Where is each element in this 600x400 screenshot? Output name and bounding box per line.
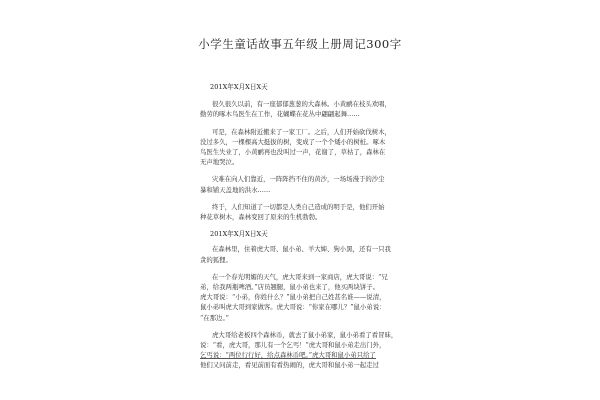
paragraph (200, 272, 390, 323)
paragraph (200, 174, 390, 194)
text-line: 无声地哭泣。 (200, 158, 239, 167)
document-title: 小学生童话故事五年级上册周记300字 (198, 37, 402, 51)
paragraph (200, 330, 398, 371)
text-line: 勤劳的啄木鸟医生在工作，花蝴蝶在花丛中翩翩起舞…… (200, 110, 360, 119)
entry-date: 201X年X月X日X天 (210, 83, 268, 91)
paragraph (200, 244, 390, 264)
text-line: 在一个春光明媚的天气，虎大哥来到一家商店，虎大哥说：“兄 (212, 272, 388, 281)
entry-date: 201X年X月X日X天 (210, 230, 268, 239)
paragraph (200, 127, 390, 168)
text-line: 贪的狐狸。 (200, 255, 232, 264)
text-line: 在森林里，住着虎大哥、鼠小弟、羊大婶、狗小黑，还有一只我 (212, 245, 391, 254)
text-line: “在那边。” (200, 313, 229, 322)
text-line: 说：“看，虎大哥，那儿有一个乞丐！”虎大哥和鼠小弟走出门外， (200, 341, 386, 350)
text-line: 虎大哥给老板四个森林币，就去了鼠小弟家，鼠小弟看了看冒昧， (212, 330, 398, 339)
text-line: 可是，在森林附近搬来了一家工厂。之后，人们开始砍伐树木， (212, 127, 391, 136)
document-body (200, 82, 398, 378)
text-line: 鸟医生失业了，小黄鹂再也没叫过一声，花谢了，草枯了，森林在 (200, 148, 386, 157)
text-line: 没过多久，一棵棵高大挺拔的树，变成了一个个矮小的树桩。啄木 (200, 137, 386, 146)
text-line-underlined: 乞丐说：“两位行行好，给点森林币吧。”虎大哥和鼠小弟只给了 (200, 351, 376, 360)
text-line: 很久很久以前，有一座郁郁葱葱的大森林。小黄鹂在枝头欢唱， (212, 100, 391, 109)
text-line: 弟，给我两瓶啤酒。”店员翘腿，鼠小弟也来了，他买两块饼子。 (200, 283, 380, 292)
text-line: 暴和铺天盖地的洪水…… (200, 185, 271, 194)
paragraph (200, 202, 390, 222)
text-line: 鼠小弟叫虎大哥到家做客。虎大哥说：“你家在哪儿？”鼠小弟说： (200, 303, 386, 312)
text-line: 虎大哥说：“小弟，你姓什么？”鼠小弟把自己姓甚名谁——说清， (200, 293, 386, 302)
paragraph (200, 99, 390, 119)
text-line: 他们又问前走，看见前面有看热闹的，虎大哥和鼠小弟一起走过 (200, 361, 379, 370)
text-line: 种花草树木，森林变回了原来的生机勃勃。 (200, 213, 322, 222)
text-line: 灾难在向人们靠近，一阵阵挡不住的黄沙，一场场漫于的沙尘 (212, 175, 385, 184)
text-line: 终于，人们知道了一切都是人类自己造成的明于是，他们开始 (212, 202, 385, 211)
